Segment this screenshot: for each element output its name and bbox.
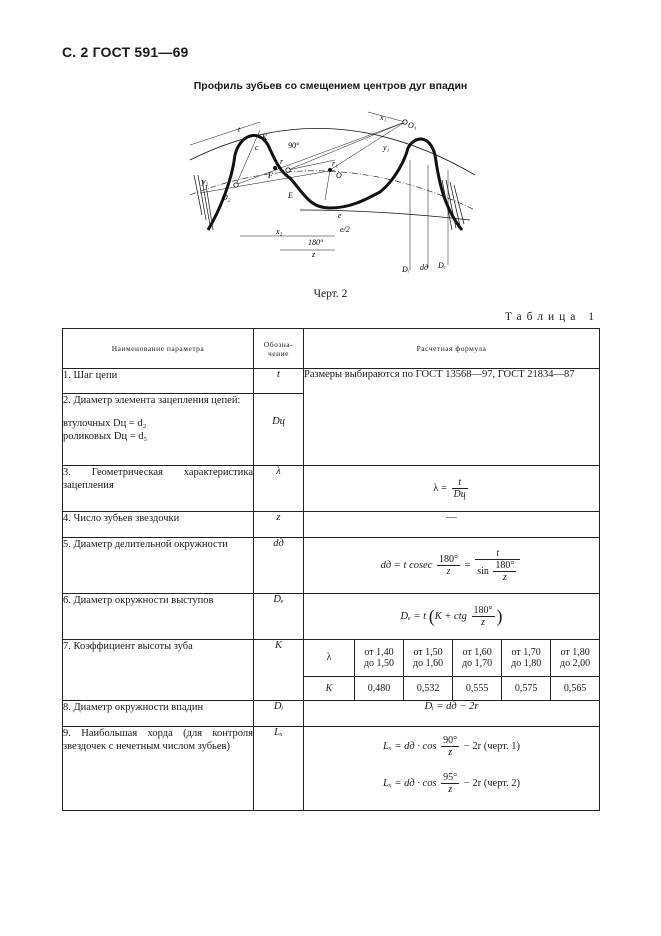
- k-value: 0,565: [551, 676, 599, 700]
- formula-lhs: λ =: [433, 482, 447, 494]
- param-formula: Dᵢ = dд − 2r: [304, 701, 600, 727]
- header-name: Наименование параметра: [63, 329, 254, 369]
- table-row: [63, 512, 600, 538]
- formula-equals: =: [464, 559, 471, 571]
- k-value: 0,480: [355, 676, 404, 700]
- param-formula: [304, 640, 600, 701]
- label-O2: O₂: [222, 193, 231, 202]
- figure-title: Профиль зубьев со смещением центров дуг впадин: [193, 80, 468, 92]
- param-symbol: Dц: [254, 394, 304, 466]
- formula-line-2: Lₓ = dд · cos $\frac{95^\circ}{z}$ − 2r (черт. 2): [382, 772, 521, 795]
- param-formula: [304, 727, 600, 811]
- formula-lhs: Dₑ = t: [400, 610, 427, 622]
- label-angle180: 180°: [308, 238, 324, 247]
- formula-lhs: dд = t cosec: [380, 559, 433, 571]
- page-header: С. 2 ГОСТ 591—69: [62, 44, 189, 60]
- label-angle90: 90°: [288, 141, 300, 150]
- header-symbol: Обозна- чение: [254, 329, 304, 369]
- label-c: c: [255, 143, 259, 152]
- table-header-row: [63, 329, 600, 369]
- k-label: K: [304, 676, 355, 700]
- pitch-circle-arc: [190, 171, 475, 210]
- param-sub-item: роликовых Dц = d₅: [63, 431, 148, 442]
- lambda-range: от 1,50 до 1,60: [404, 640, 453, 676]
- formula-numerator: 180°: [495, 560, 515, 571]
- param-formula: [304, 538, 600, 594]
- param-name: 5. Диаметр делительной окружности: [63, 538, 254, 594]
- lambda-label: λ: [326, 652, 332, 664]
- formula-sin: sin: [477, 565, 489, 577]
- param-formula: [304, 369, 600, 466]
- param-name: 3. Геометрическая характеристика зацепления: [63, 466, 254, 512]
- param-name-main: 2. Диаметр элемента зацепления цепей:: [63, 395, 241, 406]
- formula-text: Размеры выбираются по ГОСТ 13568—97, ГОСТ 21834—87: [304, 369, 575, 380]
- formula-denominator: z: [481, 617, 485, 628]
- param-symbol: dд: [254, 538, 304, 594]
- lambda-range: от 1,80 до 2,00: [551, 640, 599, 676]
- table-row: [63, 727, 600, 811]
- k-value-row: [304, 676, 599, 700]
- label-e: e: [338, 211, 342, 220]
- lambda-range: от 1,60 до 1,70: [453, 640, 502, 676]
- param-symbol: t: [254, 369, 304, 394]
- lambda-range: от 1,70 до 1,80: [502, 640, 551, 676]
- param-symbol: λ: [254, 466, 304, 512]
- table-row: [63, 369, 600, 394]
- k-value: 0,575: [502, 676, 551, 700]
- root-circle-arc: [300, 210, 470, 220]
- table-row: [63, 701, 600, 727]
- hatching-right: [442, 180, 464, 230]
- formula-denominator: Dц: [453, 489, 466, 500]
- param-sub-item: втулочных Dц = d₂: [63, 418, 147, 429]
- label-O1: O₁: [408, 121, 417, 130]
- table-row: [63, 640, 600, 701]
- formula-denominator: z: [446, 566, 451, 577]
- label-dd: dд: [420, 263, 429, 272]
- param-name: 4. Число зубьев звездочки: [63, 512, 254, 538]
- label-r1: r₁: [332, 159, 338, 168]
- param-symbol: K: [254, 640, 304, 701]
- param-name: 9. Наибольшая хорда (для контроля звездочек с нечетным числом зубьев): [63, 727, 254, 811]
- label-De: Dₑ: [438, 261, 446, 270]
- label-e2: e/2: [340, 225, 350, 234]
- label-x2: x₂: [276, 227, 283, 236]
- figure-caption: Черт. 2: [313, 288, 348, 300]
- formula-numerator: 180°: [439, 554, 459, 565]
- parameters-table: [62, 328, 600, 811]
- param-formula: Dₑ = t (K + ctg $\frac{180^\circ}{z}$ ): [304, 594, 600, 640]
- lambda-range: от 1,40 до 1,50: [355, 640, 404, 676]
- label-O: O: [336, 171, 342, 180]
- param-formula: [304, 466, 600, 512]
- param-symbol: z: [254, 512, 304, 538]
- formula-denominator: z: [502, 572, 507, 583]
- param-symbol: Dᵢ: [254, 701, 304, 727]
- param-name: 1. Шаг цепи: [63, 369, 254, 394]
- formula-numerator: t: [475, 548, 520, 560]
- label-z: z: [312, 250, 316, 259]
- param-name: 7. Коэффициент высоты зуба: [63, 640, 254, 701]
- label-y1: y₁: [383, 143, 390, 152]
- param-symbol: Dₑ: [254, 594, 304, 640]
- label-E: E: [288, 191, 293, 200]
- k-value: 0,555: [453, 676, 502, 700]
- label-y2: y₂: [202, 177, 209, 186]
- param-formula: —: [304, 512, 600, 538]
- label-Di: Dᵢ: [402, 265, 410, 274]
- param-name: [63, 394, 254, 466]
- lambda-range-row: [304, 640, 599, 676]
- formula-mid: K + ctg: [434, 610, 467, 622]
- table-row: [63, 594, 600, 640]
- label-F: F: [268, 171, 273, 180]
- formula-line-1: Lₓ = dд · cos $\frac{90^\circ}{z}$ − 2r (черт. 1): [382, 735, 521, 758]
- label-x1: x₁: [380, 113, 387, 122]
- formula-numerator: 180°: [473, 605, 493, 616]
- table-caption: Таблица 1: [504, 311, 599, 323]
- param-name: 6. Диаметр окружности выступов: [63, 594, 254, 640]
- label-r: r: [280, 157, 284, 166]
- param-name: 8. Диаметр окружности впадин: [63, 701, 254, 727]
- table-row: [63, 538, 600, 594]
- label-t: t: [238, 125, 241, 134]
- k-value: 0,532: [404, 676, 453, 700]
- table-row: [63, 466, 600, 512]
- param-symbol: Lₓ: [254, 727, 304, 811]
- k-coefficient-table: [304, 640, 599, 700]
- label-K: K: [262, 133, 268, 142]
- tooth-profile-drawing: [180, 100, 480, 280]
- header-formula: Расчетная формула: [304, 329, 600, 369]
- formula-numerator: t: [452, 477, 468, 489]
